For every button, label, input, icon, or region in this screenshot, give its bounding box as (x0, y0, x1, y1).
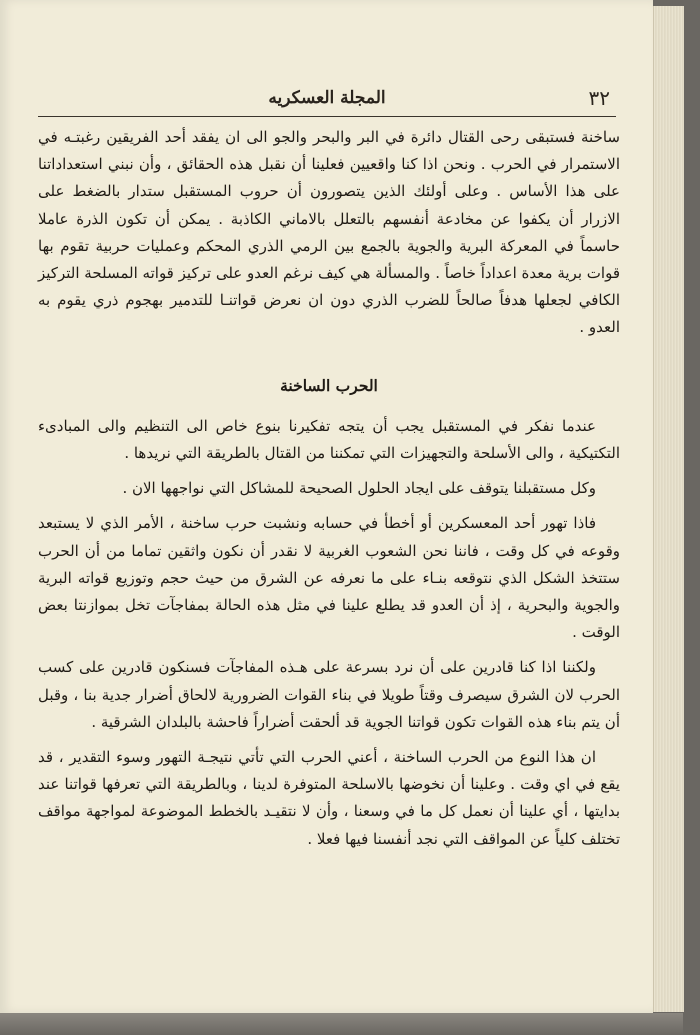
page-bottom-shadow (0, 1013, 683, 1035)
page-stack-edge (653, 6, 684, 1012)
running-header (38, 82, 616, 117)
page-number: ٣٢ (588, 86, 610, 110)
section-heading: الحرب الساخنة (280, 375, 378, 395)
journal-title: المجلة العسكريه (268, 88, 386, 108)
paragraph-1: ساخنة فستبقى رحى القتال دائرة في البر والبحر والجو الى ان يفقد أحد الفريقين رغبتـه في الاستمرار في الحرب . ونحن اذا كنا واقعيين فعلينا أن نقبل هذه الحقائق ، وأن نبني استعداداتنا على هذا الأساس . وعلى أولئك الذين يتصورون أن حروب المستقبل ستدار بالضغط على الازرار أن يكفوا عن مخادعة أنفسهم بالتعلل بالاماني الكاذبة . يمكن أن تكون الذرة عاملا حاسماً في المعركة البرية والجوية بالجمع بين الرمي الذري المحكم وعمليات حربية تقوم بها قوات برية معدة اعداداً خاصاً . والمسألة هي كيف نرغم العدو على تركيز قواته المسلحة التركيز الكافي لجعلها هدفاً صالحاً للضرب الذري دون ان نعرض قواتنـا للتدمير بهجوم ذري يقوم به العدو . (38, 128, 620, 337)
paragraph-4: فاذا تهور أحد المعسكرين أو أخطأ في حسابه ونشبت حرب ساخنة ، الأمر الذي لا يستبعد وقوعه في كل وقت ، فاننا نحن الشعوب الغربية لا نقدر أن نكون واثقين تماما من أن الحرب ستتخذ الشكل الذي نتوقعه بنـاء على ما نعرفه عن الشرق من حيث حجم وتوزيع قواته البرية والجوية والبحرية ، إذ أن العدو قد يطلع علينا في مثل هذه الحالة بمفاجآت تخل بموازنتا بعض الوقت . (38, 514, 620, 642)
paragraph-3: وكل مستقبلنا يتوقف على ايجاد الحلول الصحيحة للمشاكل التي نواجهها الان . (122, 479, 596, 498)
paragraph-5: ولكننا اذا كنا قادرين على أن نرد بسرعة على هـذه المفاجآت فسنكون قادرين على كسب الحرب لان الشرق سيصرف وقتاً طويلا في بناء القوات الضرورية لالحاق أضرار جدية بنا ، وقبل أن يتم بناء هذه القوات تكون قواتنا الجوية قد ألحقت أضراراً فاحشة بالبلدان الشرقية . (38, 658, 620, 731)
paragraph-2: عندما نفكر في المستقبل يجب أن يتجه تفكيرنا بنوع خاص الى التنظيم والى المبادىء التكتيكية ، والى الأسلحة والتجهيزات التي تمكننا من القتال بالطريقة التي نريدها . (38, 416, 620, 463)
paragraph-6: ان هذا النوع من الحرب الساخنة ، أعني الحرب التي تأتي نتيجـة التهور وسوء التقدير ، قد يقع في اي وقت . وعلينا أن نخوضها بالاسلحة المتوفرة لدينا ، وبالطريقة التي تعرفها قواتنا عند بدايتها ، أي علينا أن نعمل كل ما في وسعنا ، وأن لا نتقيـد بالخطط الموضوعة لمواجهة مواقف تختلف كلياً عن المواقف التي نجد أنفسنا فيها فعلا . (38, 748, 620, 848)
article-body (38, 124, 620, 853)
